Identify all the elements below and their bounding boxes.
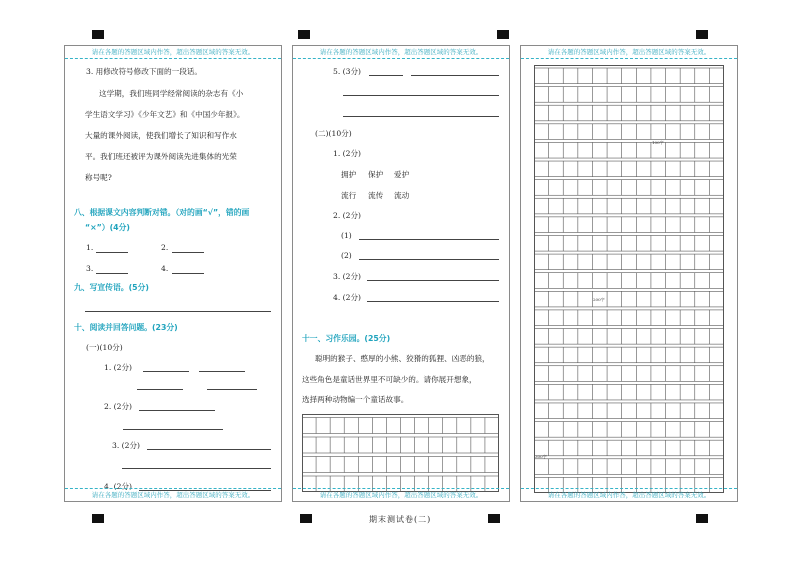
registration-mark	[696, 514, 708, 523]
top-notice: 请在各题的答题区域内作答，超出答题区域的答案无效。	[293, 46, 509, 59]
registration-mark	[92, 514, 104, 523]
part2-q1-label: 1. (2分)	[333, 149, 362, 158]
q3-title: 3. 用修改符号修改下面的一段话。	[86, 67, 202, 76]
registration-mark	[298, 30, 310, 39]
part2-q2-label: 2. (2分)	[333, 211, 362, 220]
top-notice: 请在各题的答题区域内作答，超出答题区域的答案无效。	[65, 46, 281, 59]
reading-q2-label: 2. (2分)	[104, 402, 133, 411]
answer-line[interactable]	[369, 75, 403, 76]
writing-grid[interactable]	[302, 414, 499, 492]
judge-item-label: 4.	[161, 264, 169, 273]
judge-item-label: 3.	[86, 264, 94, 273]
exam-footer-title: 期末测试卷(二)	[369, 515, 432, 524]
judge-answer-line[interactable]	[96, 273, 128, 274]
word-count-marker: 200字	[593, 297, 605, 302]
registration-mark	[497, 30, 509, 39]
word-option: 爱护	[394, 170, 410, 179]
answer-panel-2	[292, 45, 510, 502]
reading-q5-label: 5. (3分)	[333, 67, 362, 76]
word-count-marker: 300字	[535, 454, 547, 459]
answer-line[interactable]	[199, 371, 245, 372]
registration-mark	[300, 514, 312, 523]
reading-q1-label: 1. (2分)	[104, 363, 133, 372]
reading-part-1-title: (一)(10分)	[86, 343, 123, 352]
judge-item-label: 1.	[86, 243, 94, 252]
answer-panel-3	[520, 45, 738, 502]
registration-mark	[696, 30, 708, 39]
word-option: 保护	[368, 170, 384, 179]
q3-line: 学生语文学习》《少年文艺》和《中国少年报》。	[85, 110, 245, 119]
answer-line[interactable]	[137, 389, 183, 390]
top-notice: 请在各题的答题区域内作答，超出答题区域的答案无效。	[521, 46, 737, 59]
answer-line[interactable]	[139, 410, 215, 411]
answer-line[interactable]	[343, 95, 499, 96]
answer-line[interactable]	[411, 75, 499, 76]
bottom-notice: 请在各题的答题区域内作答，超出答题区域的答案无效。	[521, 488, 737, 501]
bottom-notice: 请在各题的答题区域内作答，超出答题区域的答案无效。	[65, 488, 281, 501]
judge-item-label: 2.	[161, 243, 169, 252]
section-8-title-cont: “×”）(4分)	[85, 223, 130, 232]
section-9-title: 九、写宣传语。(5分)	[74, 283, 149, 292]
answer-line[interactable]	[143, 371, 189, 372]
answer-line[interactable]	[359, 259, 499, 260]
q3-line: 大量的课外阅读，使我们增长了知识和写作水	[85, 131, 237, 140]
q3-line: 这学期，我们班同学经常阅读的杂志有《小	[99, 89, 244, 98]
word-count-marker: 100字	[652, 140, 664, 145]
section-10-title: 十、阅读并回答问题。(23分)	[74, 323, 178, 332]
answer-line[interactable]	[123, 429, 223, 430]
answer-line[interactable]	[367, 280, 499, 281]
reading-q4-label: 4. (2分)	[104, 482, 133, 491]
answer-panel-1	[64, 45, 282, 502]
answer-line[interactable]	[343, 116, 499, 117]
section-8-title: 八、根据课文内容判断对错。（对的画“√”，错的画	[74, 208, 250, 217]
answer-line[interactable]	[359, 239, 499, 240]
writing-prompt-line: 这些角色是童话世界里不可缺少的。请你展开想象，	[302, 375, 477, 384]
section-11-title: 十一、习作乐园。(25分)	[302, 334, 391, 343]
writing-prompt-line: 选择两种动物编一个童话故事。	[302, 395, 409, 404]
reading-q3-label: 3. (2分)	[112, 441, 141, 450]
registration-mark	[488, 514, 500, 523]
composition-grid[interactable]	[534, 65, 724, 493]
slogan-answer-line[interactable]	[85, 311, 271, 312]
answer-line[interactable]	[147, 449, 271, 450]
q3-line: 平。我们班还被评为课外阅读先进集体的光荣	[85, 152, 237, 161]
judge-answer-line[interactable]	[96, 252, 128, 253]
bottom-notice: 请在各题的答题区域内作答，超出答题区域的答案无效。	[293, 488, 509, 501]
judge-answer-line[interactable]	[172, 273, 204, 274]
answer-line[interactable]	[207, 389, 257, 390]
reading-part-2-title: (二)(10分)	[315, 129, 352, 138]
word-option: 拥护	[341, 170, 357, 179]
registration-mark	[92, 30, 104, 39]
writing-prompt-line: 聪明的猴子、憨厚的小熊、狡猾的狐狸、凶恶的狼，	[315, 354, 490, 363]
judge-answer-line[interactable]	[172, 252, 204, 253]
word-option: 流行	[341, 191, 357, 200]
part2-q2-sub: (2)	[341, 251, 352, 260]
part2-q2-sub: (1)	[341, 231, 352, 240]
q3-line: 称号呢?	[85, 173, 112, 182]
answer-line[interactable]	[122, 468, 271, 469]
part2-q4-label: 4. (2分)	[333, 293, 362, 302]
word-option: 流传	[368, 191, 384, 200]
part2-q3-label: 3. (2分)	[333, 272, 362, 281]
answer-line[interactable]	[367, 301, 499, 302]
word-option: 流动	[394, 191, 410, 200]
